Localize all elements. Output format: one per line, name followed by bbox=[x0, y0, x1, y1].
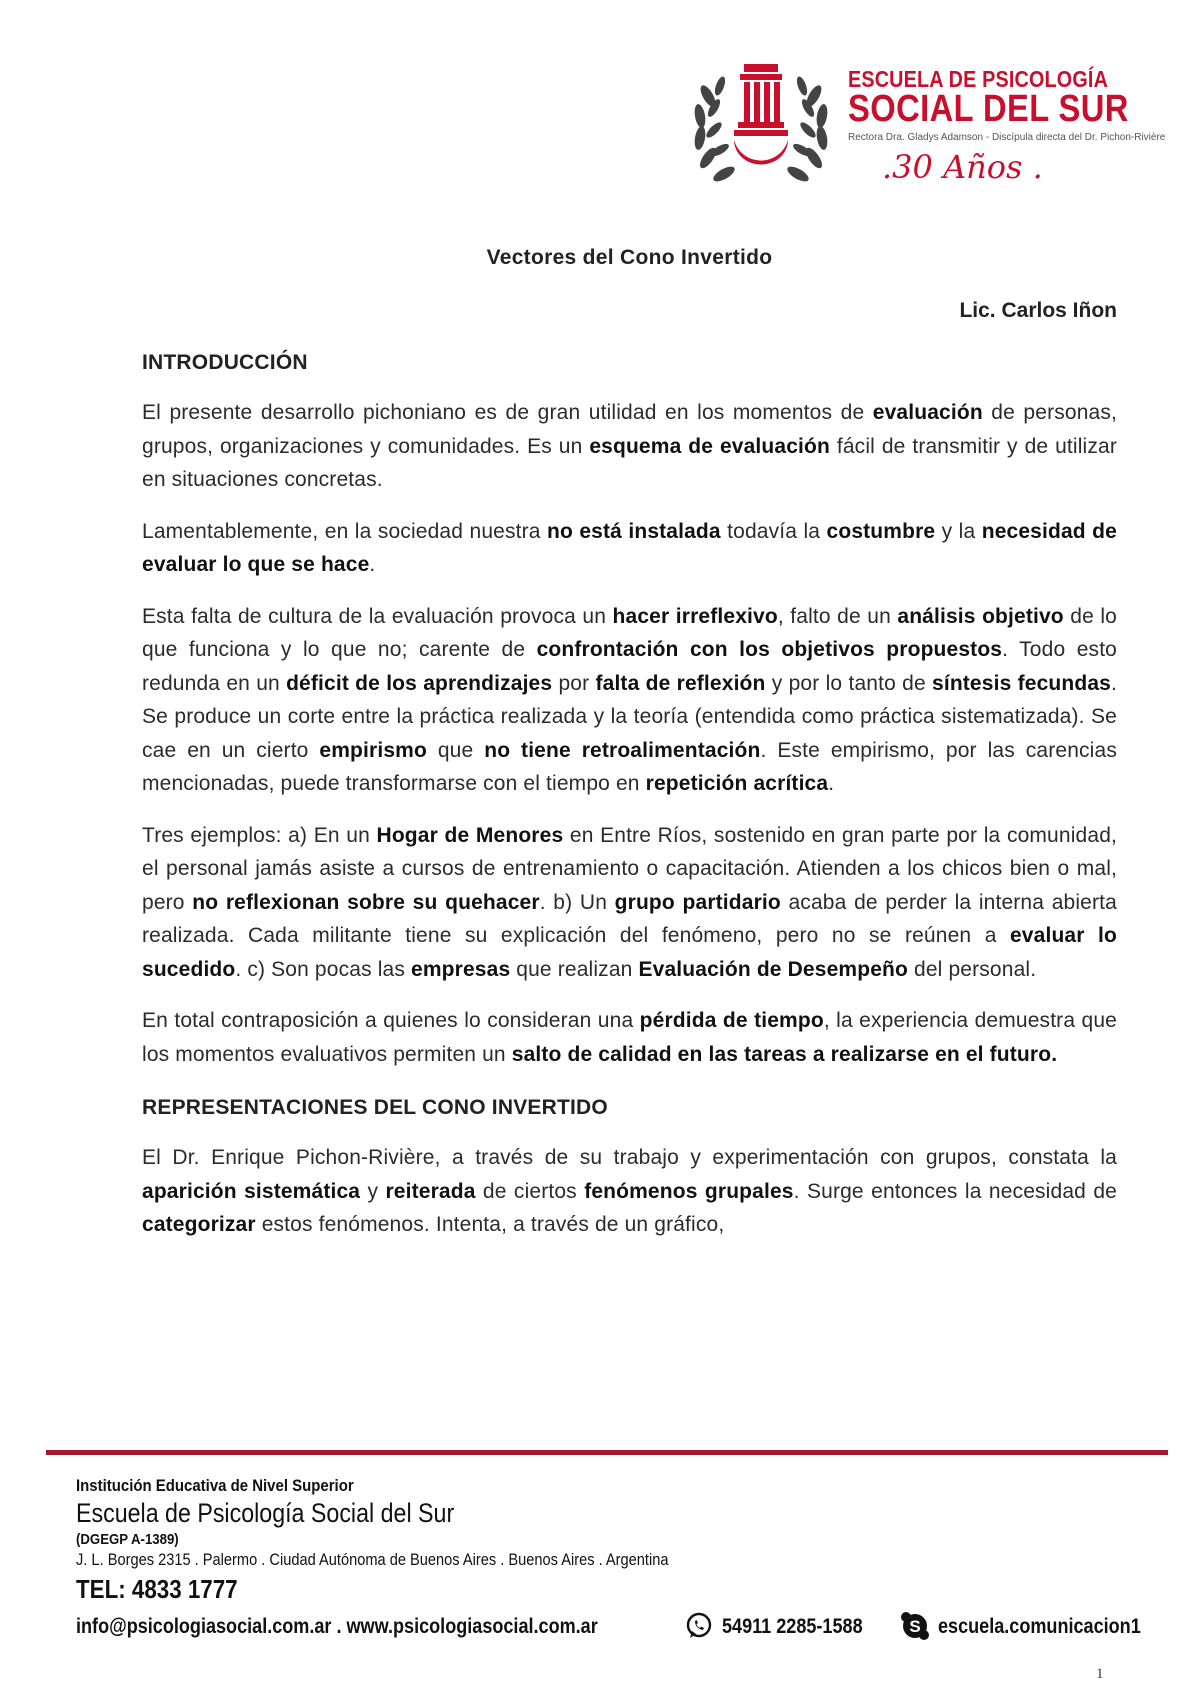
bold-text-run: esquema de evaluación bbox=[589, 434, 830, 458]
paragraph bbox=[142, 515, 1117, 582]
paragraph bbox=[142, 600, 1117, 801]
laurel-emblem-icon bbox=[686, 56, 836, 196]
text-run: . bbox=[369, 553, 376, 576]
bold-text-run: no tiene retroalimentación bbox=[484, 738, 761, 762]
anniversary-text: .30 Años . bbox=[882, 148, 1043, 186]
text-run: El presente desarrollo pichoniano es de gran utilidad en los momentos de bbox=[142, 401, 873, 424]
school-logo bbox=[686, 56, 1166, 196]
text-run: Tres ejemplos: a) En un bbox=[142, 823, 377, 847]
bold-text-run: empresas bbox=[411, 957, 511, 981]
text-run: y la bbox=[935, 519, 982, 543]
bold-text-run: aparición sistemática bbox=[142, 1179, 361, 1203]
document-title: Vectores del Cono Invertido bbox=[486, 246, 773, 269]
footer-school-name: Escuela de Psicología Social del Sur bbox=[76, 1498, 455, 1528]
footer-registration: (DGEGP A-1389) bbox=[76, 1531, 179, 1548]
text-run: . c) Son pocas las bbox=[235, 957, 411, 981]
bold-text-run: Hogar de Menores bbox=[376, 823, 564, 847]
text-run: que realizan bbox=[510, 957, 639, 981]
bold-text-run: hacer irreflexivo bbox=[612, 604, 778, 628]
footer-institution: Institución Educativa de Nivel Superior bbox=[76, 1476, 354, 1495]
text-run: en Entre Ríos, sostenido en gran parte por la comunidad, el personal jamás asiste a cursos de entrenamiento o capacitación. Atienden a los chicos bien o mal, pero bbox=[142, 823, 1118, 914]
brand-rector-line: Rectora Dra. Gladys Adamson - Discípula directa del Dr. Pichon-Rivière bbox=[848, 132, 1166, 143]
paragraph bbox=[142, 396, 1117, 497]
paragraph bbox=[142, 1004, 1117, 1071]
text-run: estos fenómenos. Intenta, a través de un gráfico, bbox=[255, 1213, 725, 1236]
footer-phone: 54911 2285-1588 bbox=[722, 1615, 863, 1638]
text-run: . bbox=[828, 772, 835, 795]
text-run: . Este empirismo, por las carencias mencionadas, puede transformarse con el tiempo en bbox=[142, 738, 1117, 795]
bold-text-run: salto de calidad en las tareas a realizarse en el futuro. bbox=[511, 1042, 1058, 1066]
text-run: del personal. bbox=[908, 957, 1037, 981]
page-number: 1 bbox=[1096, 1666, 1104, 1682]
text-run: por bbox=[552, 671, 596, 695]
footer-divider bbox=[46, 1450, 1168, 1455]
bold-text-run: déficit de los aprendizajes bbox=[286, 671, 553, 695]
text-run: de lo que funciona y lo que no; carente de bbox=[142, 604, 1117, 661]
skype-icon bbox=[900, 1611, 930, 1641]
bold-text-run: análisis objetivo bbox=[897, 604, 1064, 628]
bold-text-run: fenómenos grupales bbox=[584, 1179, 794, 1203]
brand-name-line1: ESCUELA DE PSICOLOGÍA bbox=[848, 66, 1109, 92]
text-run: acaba de perder la interna abierta realizada. Cada militante tiene su explicación del fenómeno, pero no se reúnen a bbox=[142, 890, 1117, 947]
text-run: . Surge entonces la necesidad de bbox=[793, 1179, 1118, 1203]
bold-text-run: evaluar lo sucedido bbox=[142, 924, 1117, 981]
text-run: El Dr. Enrique Pichon-Rivière, a través de su trabajo y experimentación con grupos, constata la bbox=[142, 1146, 1117, 1169]
document-author: Lic. Carlos Iñon bbox=[959, 299, 1117, 322]
text-run: . Se produce un corte entre la práctica realizada y la teoría (entendida como práctica sistematizada). Se cae en un cierto bbox=[142, 671, 1118, 762]
paragraph bbox=[142, 1141, 1117, 1242]
section-heading: REPRESENTACIONES DEL CONO INVERTIDO bbox=[142, 1096, 608, 1119]
document-body bbox=[142, 243, 1117, 1242]
whatsapp-icon bbox=[684, 1611, 714, 1641]
text-run: , falto de un bbox=[777, 604, 898, 628]
text-run: que bbox=[426, 738, 485, 762]
text-run: . b) Un bbox=[539, 890, 615, 914]
bold-text-run: repetición acrítica bbox=[645, 772, 829, 795]
bold-text-run: pérdida de tiempo bbox=[639, 1009, 824, 1032]
text-run: . Todo esto redunda en un bbox=[142, 638, 1118, 695]
text-run: de personas, grupos, organizaciones y comunidades. Es un bbox=[142, 401, 1118, 458]
footer bbox=[76, 1476, 1176, 1645]
footer-telephone: TEL: 4833 1777 bbox=[76, 1574, 238, 1604]
svg-text:S: S bbox=[909, 1617, 921, 1636]
bold-text-run: no reflexionan sobre su quehacer bbox=[192, 890, 540, 914]
bold-text-run: empirismo bbox=[319, 738, 427, 762]
text-run: de ciertos bbox=[475, 1179, 585, 1203]
text-run: fácil de transmitir y de utilizar en situaciones concretas. bbox=[142, 434, 1117, 491]
text-run: todavía la bbox=[720, 519, 827, 543]
text-run: Lamentablemente, en la sociedad nuestra bbox=[142, 519, 547, 543]
bold-text-run: categorizar bbox=[142, 1213, 256, 1236]
bold-text-run: reiterada bbox=[385, 1179, 476, 1203]
bold-text-run: falta de reflexión bbox=[595, 671, 766, 695]
footer-skype: escuela.comunicacion1 bbox=[938, 1615, 1141, 1638]
bold-text-run: necesidad de evaluar lo que se hace bbox=[142, 519, 1117, 576]
footer-contact-row bbox=[76, 1611, 1176, 1645]
footer-web-email: info@psicologiasocial.com.ar . www.psicologiasocial.com.ar bbox=[76, 1615, 598, 1638]
bold-text-run: grupo partidario bbox=[614, 890, 781, 914]
bold-text-run: confrontación con los objetivos propuestos bbox=[536, 638, 1003, 661]
bold-text-run: costumbre bbox=[826, 519, 936, 543]
text-run: En total contraposición a quienes lo consideran una bbox=[142, 1009, 640, 1032]
text-run: Esta falta de cultura de la evaluación provoca un bbox=[142, 604, 613, 628]
bold-text-run: síntesis fecundas bbox=[932, 671, 1112, 695]
footer-address: J. L. Borges 2315 . Palermo . Ciudad Autónoma de Buenos Aires . Buenos Aires . Argentina bbox=[76, 1550, 669, 1569]
bold-text-run: Evaluación de Desempeño bbox=[638, 957, 909, 981]
paragraph bbox=[142, 819, 1117, 987]
text-run: y por lo tanto de bbox=[765, 671, 932, 695]
text-run: , la experiencia demuestra que los momentos evaluativos permiten un bbox=[142, 1009, 1118, 1066]
intro-heading: INTRODUCCIÓN bbox=[142, 351, 308, 374]
brand-name-line2: SOCIAL DEL SUR bbox=[848, 88, 1129, 130]
text-run: y bbox=[360, 1179, 386, 1203]
bold-text-run: evaluación bbox=[872, 401, 983, 424]
bold-text-run: no está instalada bbox=[546, 519, 721, 543]
